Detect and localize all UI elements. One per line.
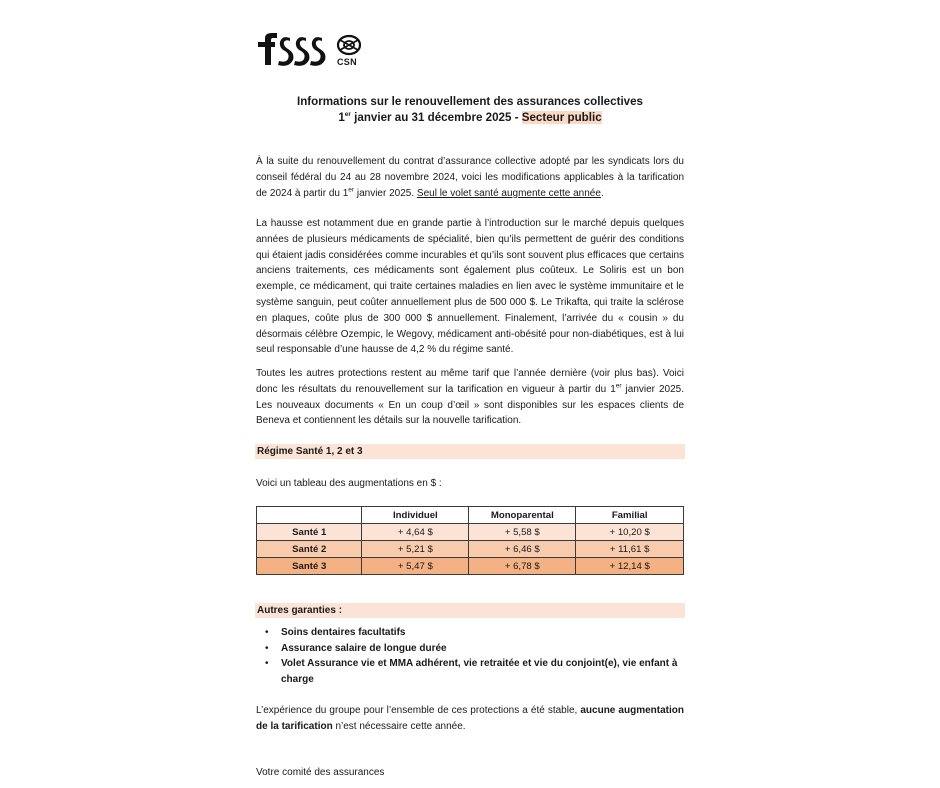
- paragraph-other-rest: janvier 2025. Les nouveaux documents « En un coup d’œil » sont disponibles sur les espaces clients de Beneva et contiennent les détails sur la nouvelle tarification.: [256, 383, 684, 427]
- bullet-icon: •: [265, 627, 269, 638]
- list-item: [256, 625, 684, 641]
- section-heading-other-guarantees: Autres garanties :: [255, 603, 685, 618]
- subtitle-sector-highlight: Secteur public: [521, 111, 602, 124]
- paragraph-stable-end: n’est nécessaire cette année.: [332, 720, 466, 732]
- paragraph-stable-experience: [256, 703, 684, 735]
- row-label: Santé 2: [257, 541, 362, 558]
- list-item-text: Volet Assurance vie et MMA adhérent, vie retraitée et vie du conjoint(e), vie enfant à charge: [281, 658, 678, 685]
- cell-individuel: + 5,21 $: [362, 541, 469, 558]
- cell-monoparental: + 5,58 $: [469, 524, 576, 541]
- list-item: [256, 656, 684, 687]
- paragraph-increase-reasons: La hausse est notamment due en grande partie à l’introduction sur le marché depuis quelques années de plusieurs médicaments de spécialité, bien qu’ils permettent de guérir des conditions qui étaient jadis considérées comme incurables et qu’ils sont souvent plus efficaces que certains anciens traitements, ces médicaments sont également plus coûteux. Le Soliris est un bon exemple, ce médicament, qui traite certaines maladies en lien avec le système immunitaire et le système sanguin, peut coûter annuellement plus de 500 000 $. Le Trikafta, qui traite la sclérose en plaques, coûte plus de 300 000 $ annuellement. Finalement, l’arrivée du « cousin » du désormais célèbre Ozempic, le Wegovy, médicament anti-obésité pour non-diabétiques, est à lui seul responsable d’une hausse de 4,2 % du régime santé.: [256, 218, 684, 356]
- table-header-row: [257, 507, 684, 524]
- table-row: [257, 524, 684, 541]
- table-header-individuel: Individuel: [362, 507, 469, 524]
- cell-familial: + 11,61 $: [576, 541, 684, 558]
- list-item: [256, 641, 684, 657]
- section-heading-health-plan: Régime Santé 1, 2 et 3: [255, 444, 685, 459]
- signature: Votre comité des assurances: [256, 767, 385, 778]
- document-subtitle: [256, 110, 684, 126]
- subtitle-dates: janvier au 31 décembre 2025 -: [350, 111, 522, 124]
- paragraph-other-text: Toutes les autres protections restent au même tarif que l’année dernière (voir plus bas). Voici donc les résultats du renouvellement sur la tarification en vigueur à partir du 1: [256, 368, 684, 395]
- row-label: Santé 1: [257, 524, 362, 541]
- paragraph-renewal-text: À la suite du renouvellement du contrat d’assurance collective adopté par les syndicats lors du conseil fédéral du 24 au 28 novembre 2024, voici les modifications applicables à la tarification de 2024 à partir du 1: [256, 156, 684, 199]
- cell-familial: + 10,20 $: [576, 524, 684, 541]
- paragraph-stable-bold: aucune augmentation de la tarification: [256, 705, 684, 732]
- cell-monoparental: + 6,78 $: [469, 558, 576, 575]
- paragraph-other-protections: [256, 366, 684, 429]
- document-title: Informations sur le renouvellement des assurances collectives: [296, 95, 644, 108]
- bullet-icon: •: [265, 642, 269, 654]
- cell-familial: + 12,14 $: [576, 558, 684, 575]
- cell-individuel: + 4,64 $: [362, 524, 469, 541]
- paragraph-renewal-ordinal: er: [348, 186, 355, 194]
- list-item-text: Soins dentaires facultatifs: [281, 627, 406, 638]
- rate-increase-table: [256, 506, 684, 575]
- list-item-text: Assurance salaire de longue durée: [281, 642, 447, 654]
- fsss-csn-logo: [255, 32, 367, 70]
- row-label: Santé 3: [257, 558, 362, 575]
- paragraph-stable-text: L’expérience du groupe pour l’ensemble de ces protections a été stable,: [256, 705, 581, 716]
- table-row: [257, 558, 684, 575]
- paragraph-other-ordinal: er: [615, 382, 622, 390]
- cell-individuel: + 5,47 $: [362, 558, 469, 575]
- bullet-icon: •: [265, 658, 269, 669]
- guarantees-list: [256, 625, 684, 687]
- cell-monoparental: + 6,46 $: [469, 541, 576, 558]
- table-intro: Voici un tableau des augmentations en $ :: [256, 478, 442, 489]
- subtitle-ordinal: er: [344, 111, 351, 119]
- table-header-monoparental: Monoparental: [469, 507, 576, 524]
- subtitle-day: 1: [338, 111, 345, 124]
- paragraph-renewal-underlined: Seul le volet santé augmente cette année: [416, 187, 601, 199]
- csn-logo-text: CSN: [337, 57, 357, 67]
- table-header-empty: [257, 507, 362, 524]
- paragraph-renewal: [256, 154, 684, 201]
- paragraph-renewal-date: janvier 2025.: [354, 187, 417, 199]
- paragraph-renewal-end: .: [600, 187, 604, 199]
- table-row: [257, 541, 684, 558]
- table-header-familial: Familial: [576, 507, 684, 524]
